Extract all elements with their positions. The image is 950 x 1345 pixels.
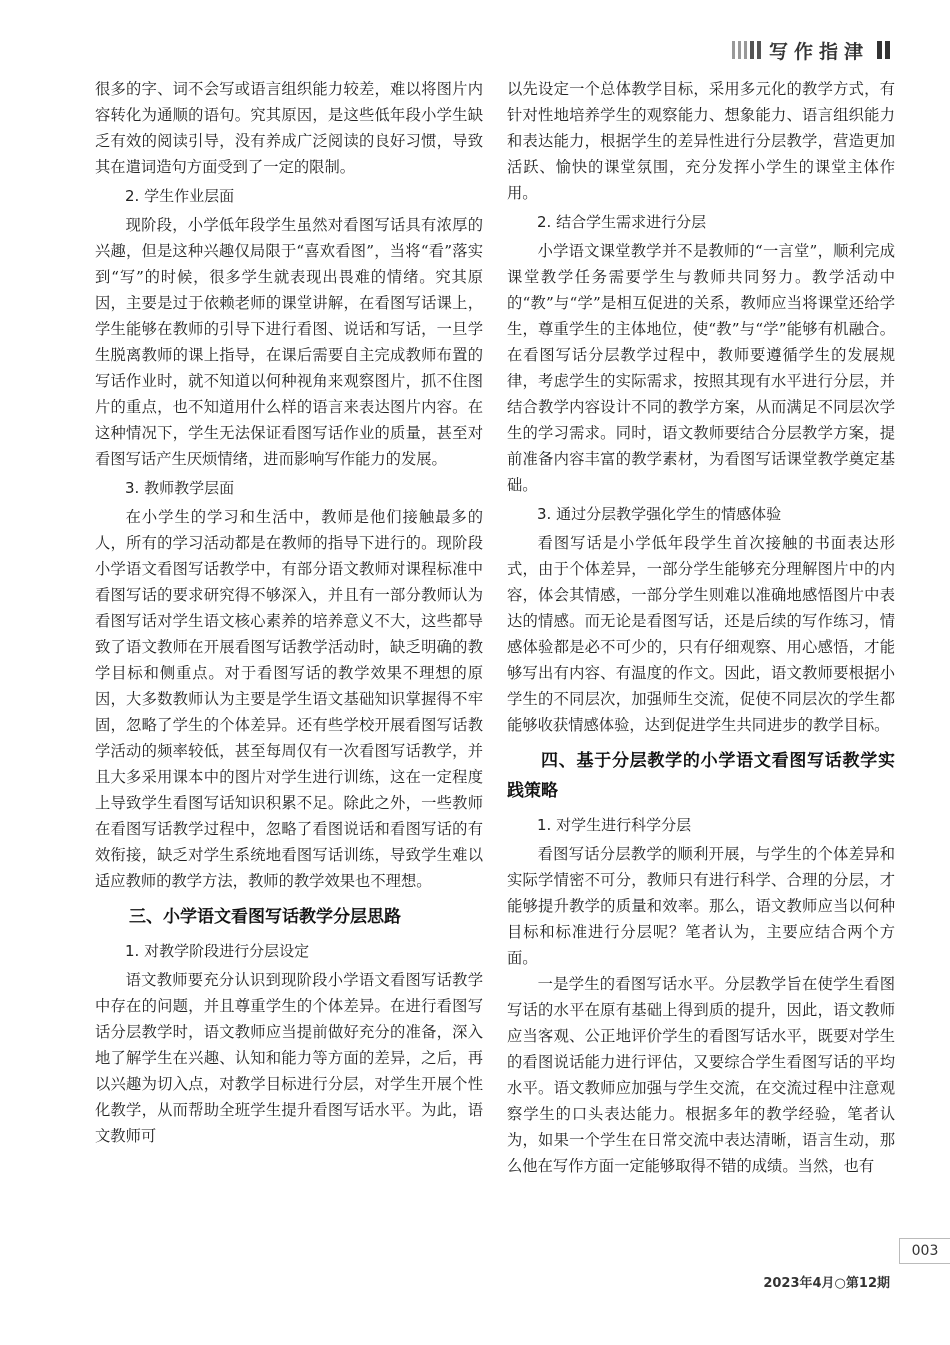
page-number: 003 [899,1238,950,1264]
paragraph: 一是学生的看图写话水平。分层教学旨在使学生看图写话的水平在原有基础上得到质的提升，因此，语文教师应当客观、公正地评价学生的看图写话水平，既要对学生的看图说话能力进行评估，又要综合学生看图写话的平均水平。语文教师应加强与学生交流，在交流过程中注意观察学生的口头表达能力。根据多年的教学经验，笔者认为，如果一个学生在日常交流中表达清晰，语言生动，那么他在写作方面一定能够取得不错的成绩。当然，也有 [507,975,895,1175]
subheading: 1. 对学生进行科学分层 [537,816,692,834]
paragraph: 在小学生的学习和生活中，教师是他们接触最多的人，所有的学习活动都是在教师的指导下进行的。现阶段小学语文看图写话教学中，有部分语文教师对课程标准中看图写话的要求研究得不够深入，并且有一部分教师认为看图写话对学生语文核心素养的培养意义不大，这些都导致了语文教师在开展看图写话教学活动时，缺乏明确的教学目标和侧重点。对于看图写话的教学效果不理想的原因，大多数教师认为主要是学生语文基础知识掌握得不牢固，忽略了学生的个体差异。还有些学校开展看图写话教学活动的频率较低，甚至每周仅有一次看图写话教学，并且大多采用课本中的图片对学生进行训练，这在一定程度上导致学生看图写话知识积累不足。除此之外，一些教师在看图写话教学过程中，忽略了看图说话和看图写话的有效衔接，缺乏对学生系统地看图写话训练，导致学生难以适应教师的教学方法，教师的教学效果也不理想。 [95,508,483,890]
right-column [507,76,895,1179]
left-column [95,76,483,1149]
subheading: 3. 教师教学层面 [125,479,235,497]
header-bars-right [877,41,890,59]
paragraph: 语文教师要充分认识到现阶段小学语文看图写话教学中存在的问题，并且尊重学生的个体差异。在进行看图写话分层教学时，语文教师应当提前做好充分的准备，深入地了解学生在兴趣、认知和能力等方面的差异，之后，再以兴趣为切入点，对教学目标进行分层，对学生开展个性化教学，从而帮助全班学生提升看图写话水平。为此，语文教师可 [95,971,483,1145]
paragraph: 以先设定一个总体教学目标，采用多元化的教学方式，有针对性地培养学生的观察能力、想象能力、语言组织能力和表达能力，根据学生的差异性进行分层教学，营造更加活跃、愉快的课堂氛围，充分发挥小学生的课堂主体作用。 [507,80,895,202]
paragraph: 很多的字、词不会写或语言组织能力较差，难以将图片内容转化为通顺的语句。究其原因，是这些低年段小学生缺乏有效的阅读引导，没有养成广泛阅读的良好习惯，导致其在遣词造句方面受到了一定的限制。 [95,80,483,176]
section-heading: 三、小学语文看图写话教学分层思路 [129,907,401,927]
subheading: 1. 对教学阶段进行分层设定 [125,942,310,960]
issue-label: 2023年4月○第12期 [763,1276,890,1291]
header-bars-left [732,41,761,59]
subheading: 3. 通过分层教学强化学生的情感体验 [537,505,782,523]
paragraph: 看图写话是小学低年段学生首次接触的书面表达形式，由于个体差异，一部分学生能够充分理解图片中的内容，体会其情感，一部分学生则难以准确地感悟图片中表达的情感。而无论是看图写话，还是后续的写作练习，情感体验都是必不可少的，只有仔细观察、用心感悟，才能够写出有内容、有温度的作文。因此，语文教师要根据小学生的不同层次，加强师生交流，促使不同层次的学生都能够收获情感体验，达到促进学生共同进步的教学目标。 [507,534,895,734]
header-title: 写作指津 [768,40,869,63]
paragraph: 看图写话分层教学的顺利开展，与学生的个体差异和实际学情密不可分，教师只有进行科学、合理的分层，才能够提升教学的质量和效率。那么，语文教师应当以何种目标和标准进行分层呢？笔者认为，主要应结合两个方面。 [507,845,895,967]
section-heading: 四、基于分层教学的小学语文看图写话教学实践策略 [507,751,895,801]
running-header [732,38,890,62]
subheading: 2. 学生作业层面 [125,187,235,205]
paragraph: 现阶段，小学低年段学生虽然对看图写话具有浓厚的兴趣，但是这种兴趣仅局限于“喜欢看图”，当将“看”落实到“写”的时候，很多学生就表现出畏难的情绪。究其原因，主要是过于依赖老师的课堂讲解，在看图写话课上，学生能够在教师的引导下进行看图、说话和写话，一旦学生脱离教师的课上指导，在课后需要自主完成教师布置的写话作业时，就不知道以何种视角来观察图片，抓不住图片的重点，也不知道用什么样的语言来表达图片内容。在这种情况下，学生无法保证看图写话作业的质量，甚至对看图写话产生厌烦情绪，进而影响写作能力的发展。 [95,216,483,468]
paragraph: 小学语文课堂教学并不是教师的“一言堂”，顺利完成课堂教学任务需要学生与教师共同努力。教学活动中的“教”与“学”是相互促进的关系，教师应当将课堂还给学生，尊重学生的主体地位，使“教”与“学”能够有机融合。在看图写话分层教学过程中，教师要遵循学生的发展规律，考虑学生的实际需求，按照其现有水平进行分层，并结合教学内容设计不同的教学方案，从而满足不同层次学生的学习需求。同时，语文教师要结合分层教学方案，提前准备内容丰富的教学素材，为看图写话课堂教学奠定基础。 [507,242,895,494]
subheading: 2. 结合学生需求进行分层 [537,213,707,231]
